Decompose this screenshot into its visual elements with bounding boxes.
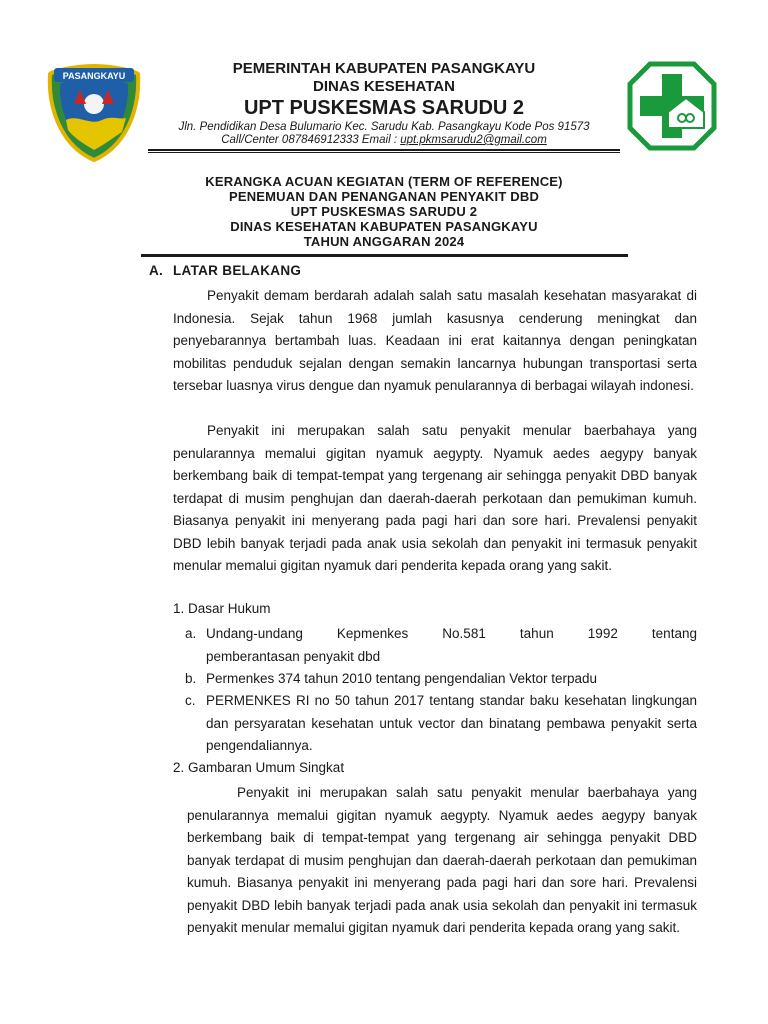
- section-a-heading: [149, 263, 301, 278]
- letterhead-divider-thick: [148, 149, 620, 151]
- background-paragraph-2: Penyakit ini merupakan salah satu penyakit menular baerbahaya yang penularannya memalui gigitan nyamuk aegypty. Nyamuk aedes aegypy banyak berkembang baik di tempat-tempat yang tergenang air sehingga penyakit DBD banyak terdapat di musim penghujan dan daerah-daerah perkotaan dan pemukiman kumuh. Biasanya penyakit ini menyerang pada pagi hari dan sore hari. Prevalensi penyakit DBD lebih banyak terjadi pada anak usia sekolah dan penyakit ini termasuk penyakit menular memalui gigitan nyamuk dari penderita kepada orang yang sakit.: [173, 423, 697, 573]
- title-line-5: TAHUN ANGGARAN 2024: [303, 234, 465, 249]
- title-line-4: DINAS KESEHATAN KABUPATEN PASANGKAYU: [230, 219, 538, 234]
- legal-basis-item-c: [185, 690, 697, 758]
- letterhead-institution: UPT PUSKESMAS SARUDU 2: [243, 97, 525, 119]
- title-line-1: KERANGKA ACUAN KEGIATAN (TERM OF REFERENCE): [205, 174, 563, 189]
- item-b-text: Permenkes 374 tahun 2010 tentang pengendalian Vektor terpadu: [206, 671, 598, 686]
- overview-paragraph: Penyakit ini merupakan salah satu penyakit menular baerbahaya yang penularannya memalui gigitan nyamuk aegypty. Nyamuk aedes aegypy banyak berkembang baik di tempat-tempat yang tergenang air sehingga penyakit DBD banyak terdapat di musim penghujan dan daerah-daerah perkotaan dan pemukiman kumuh. Biasanya penyakit ini menyerang pada pagi hari dan sore hari. Prevalensi penyakit DBD lebih banyak terjadi pada anak usia sekolah dan penyakit ini termasuk penyakit menular memalui gigitan nyamuk dari penderita kepada orang yang sakit.: [187, 785, 697, 935]
- letterhead: [140, 60, 628, 147]
- item-a-word: Undang-undang: [206, 626, 303, 641]
- item-c-text: PERMENKES RI no 50 tahun 2017 tentang standar baku kesehatan lingkungan dan persyaratan kesehatan untuk vector dan binatang pembawa penyakit serta pengendaliannya.: [206, 693, 697, 753]
- item-a-word: 1992: [587, 626, 618, 641]
- background-paragraph-1: Penyakit demam berdarah adalah salah satu masalah kesehatan masyarakat di Indonesia. Sejak tahun 1968 jumlah kasusnya cenderung meningkat dan penyebarannya bertambah luas. Keadaan ini erat kaitannya dengan peningkatan mobilitas penduduk sejalan dengan semakin lancarnya hubungan transportasi serta tersebar luasnya virus dengue dan nyamuk penularannya di berbagai wilayah indonesi.: [173, 288, 697, 393]
- document-title: [140, 174, 628, 249]
- puskesmas-logo-icon: [624, 58, 720, 154]
- legal-basis-heading: 1. Dasar Hukum: [173, 601, 271, 616]
- letterhead-contact: [140, 134, 628, 147]
- title-line-3: UPT PUSKESMAS SARUDU 2: [290, 204, 478, 219]
- letterhead-divider-thin: [148, 152, 620, 153]
- coat-of-arms-banner: PASANGKAYU: [62, 71, 126, 81]
- section-title: LATAR BELAKANG: [173, 263, 302, 278]
- item-a-word: tahun: [519, 626, 554, 641]
- item-a-word: No.581: [442, 626, 486, 641]
- overview-heading: 2. Gambaran Umum Singkat: [173, 760, 345, 775]
- letterhead-government: PEMERINTAH KABUPATEN PASANGKAYU: [232, 60, 536, 77]
- list-marker: a.: [185, 626, 197, 641]
- letterhead-address: Jln. Pendidikan Desa Bulumario Kec. Sarudu Kab. Pasangkayu Kode Pos 91573: [178, 121, 590, 133]
- item-a-continuation: pemberantasan penyakit dbd: [206, 648, 381, 664]
- letterhead-department: DINAS KESEHATAN: [313, 78, 455, 95]
- legal-basis-item-b: [185, 668, 697, 691]
- title-divider: [141, 254, 628, 257]
- title-line-2: PENEMUAN DAN PENANGANAN PENYAKIT DBD: [228, 189, 540, 204]
- list-marker: b.: [185, 671, 197, 686]
- letterhead-call-center: Call/Center 087846912333 Email :: [221, 134, 401, 146]
- legal-basis-item-a: [185, 623, 697, 668]
- item-a-word: Kepmenkes: [336, 626, 409, 641]
- item-a-word: tentang: [651, 626, 697, 641]
- letterhead-email-link[interactable]: upt.pkmsarudu2@gmail.com: [400, 134, 547, 146]
- list-marker: c.: [185, 693, 196, 708]
- section-letter: A.: [149, 263, 164, 278]
- district-coat-of-arms-icon: [46, 60, 142, 164]
